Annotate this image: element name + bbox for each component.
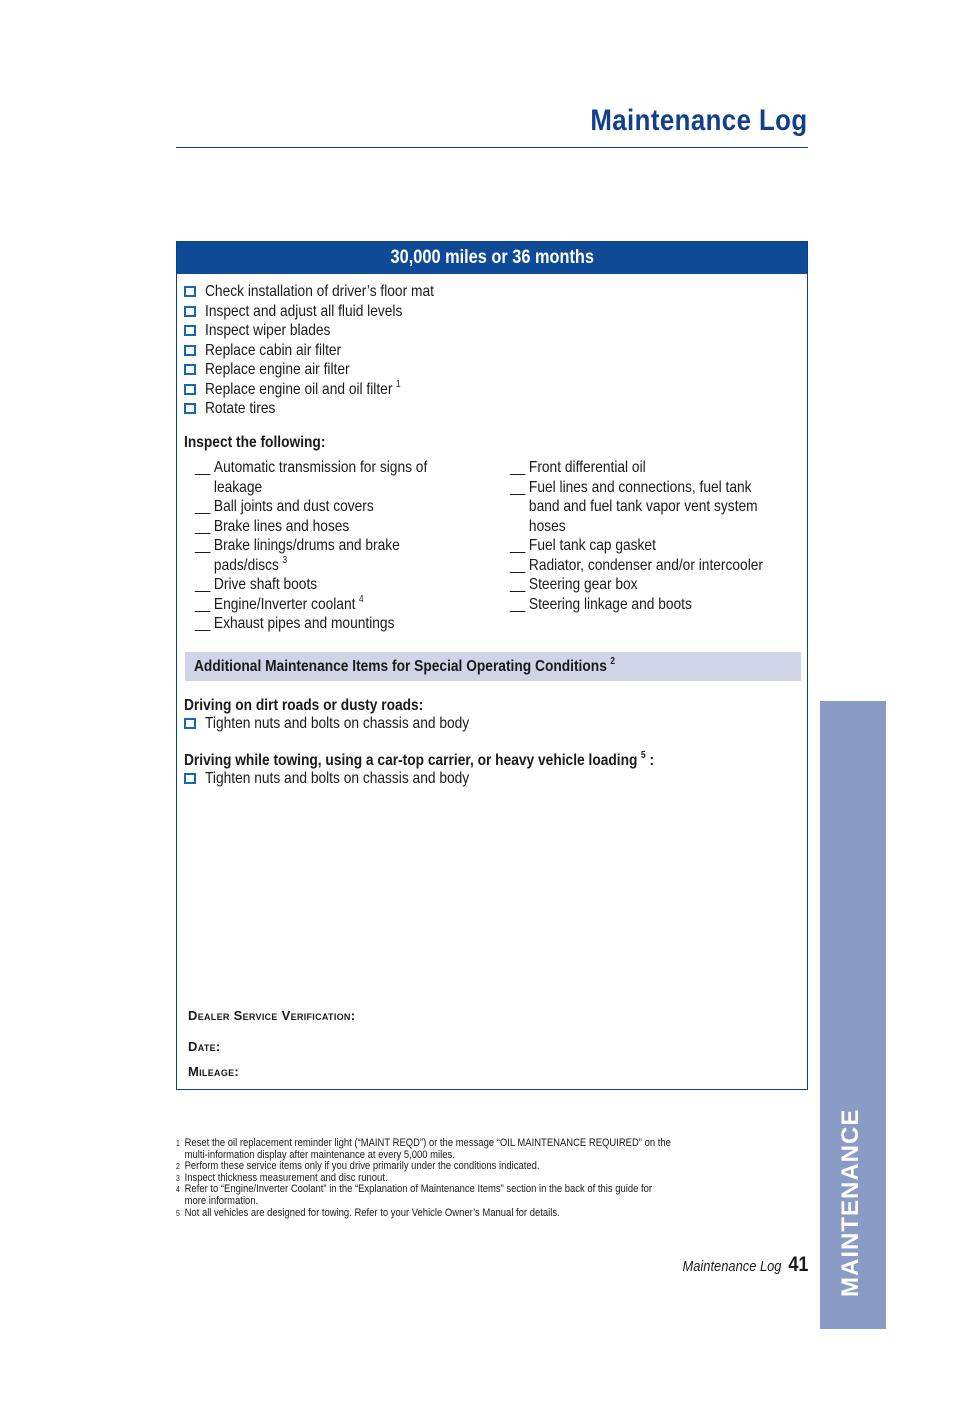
footnote-line: Inspect thickness measurement and disc runout. <box>184 1171 388 1184</box>
inspect-line: leakage <box>213 478 263 496</box>
checkbox-icon[interactable] <box>184 325 196 336</box>
inspect-line: Brake linings/drums and brake <box>213 537 400 554</box>
special-conditions-text: Additional Maintenance Items for Special Operating Conditions <box>194 658 607 675</box>
service-checklist <box>184 282 471 419</box>
blank-line: __ <box>510 478 526 496</box>
checklist-text: Replace engine oil and oil filter <box>205 380 393 398</box>
footnote-number: 1 <box>176 1139 180 1148</box>
inspect-item <box>510 575 763 595</box>
blank-line: __ <box>195 576 211 593</box>
inspect-item <box>195 575 427 595</box>
footnote-line: Refer to “Engine/Inverter Coolant” in the “Explanation of Maintenance Items” section in the back of this guide for <box>184 1183 653 1196</box>
blank-line: __ <box>510 459 526 476</box>
footnote-number: 3 <box>176 1173 180 1183</box>
checklist-item[interactable] <box>184 380 471 400</box>
blank-line: __ <box>510 537 526 554</box>
footnote <box>176 1184 804 1207</box>
inspect-line: Automatic transmission for signs of <box>213 459 428 476</box>
checklist-item[interactable] <box>184 399 471 419</box>
inspect-line: Brake lines and hoses <box>213 517 350 535</box>
inspect-item <box>195 497 427 517</box>
checklist-label: Tighten nuts and bolts on chassis and body <box>205 715 470 732</box>
footnote-number: 4 <box>176 1185 180 1195</box>
inspect-item <box>195 458 427 497</box>
inspect-item-text <box>214 595 364 615</box>
checklist-label: Inspect and adjust all fluid levels <box>205 302 403 320</box>
footnote <box>176 1208 804 1220</box>
checklist-label: Check installation of driver’s floor mat <box>205 283 434 300</box>
inspect-item-text <box>214 458 427 497</box>
interval-title: 30,000 miles or 36 months <box>390 247 594 268</box>
footnote-line: multi-information display after maintenance at every 5,000 miles. <box>184 1148 455 1161</box>
footnote-number: 5 <box>176 1208 180 1218</box>
inspect-line: Engine/Inverter coolant <box>213 595 356 613</box>
footnote-line: more information. <box>184 1194 259 1207</box>
inspect-item <box>195 517 427 537</box>
checklist-item[interactable] <box>184 321 471 341</box>
footnote-line: Reset the oil replacement reminder light (“MAINT REQD”) or the message “OIL MAINTENANCE REQUIRED” on the <box>184 1137 671 1149</box>
footnote-line: Perform these service items only if you drive primarily under the conditions indicated. <box>184 1160 540 1173</box>
side-tab-label: MAINTENANCE <box>837 1108 864 1297</box>
inspect-item <box>510 458 763 478</box>
towing-item[interactable] <box>184 769 512 789</box>
checklist-label: Inspect wiper blades <box>205 322 331 339</box>
section-side-tab <box>820 701 886 1329</box>
dealer-verification-label: Dealer Service Verification: <box>188 1008 356 1023</box>
checklist-label: Tighten nuts and bolts on chassis and body <box>205 770 470 787</box>
checkbox-icon[interactable] <box>184 403 196 414</box>
footnote-ref: 2 <box>610 656 616 667</box>
inspect-item-text <box>529 478 758 537</box>
inspect-item <box>510 595 763 615</box>
checklist-item[interactable] <box>184 341 471 361</box>
inspect-line: Fuel lines and connections, fuel tank <box>528 478 752 496</box>
towing-text: Driving while towing, using a car-top carrier, or heavy vehicle loading <box>184 752 638 769</box>
page-footer <box>682 1253 808 1277</box>
mileage-label: Mileage: <box>188 1064 240 1079</box>
blank-line: __ <box>195 459 211 476</box>
inspect-item <box>510 478 763 537</box>
inspect-line: pads/discs <box>213 556 279 574</box>
checklist-label: Replace cabin air filter <box>205 341 342 359</box>
inspect-line: Steering linkage and boots <box>528 595 692 613</box>
footnote-ref: 4 <box>358 593 364 605</box>
inspect-line: Fuel tank cap gasket <box>528 537 656 554</box>
dirt-roads-item[interactable] <box>184 714 512 734</box>
interval-header <box>177 242 807 274</box>
footnote <box>176 1138 804 1161</box>
footnote-line: Not all vehicles are designed for towing. Refer to your Vehicle Owner’s Manual for details. <box>184 1206 560 1219</box>
inspect-item <box>195 536 427 575</box>
footnote-ref: 1 <box>395 378 401 390</box>
checklist-item[interactable] <box>184 302 471 322</box>
footnote-number: 2 <box>176 1162 180 1172</box>
inspect-item-text <box>214 536 400 575</box>
inspect-item <box>195 595 427 615</box>
inspect-column-right <box>510 458 763 614</box>
checklist-label: Replace engine air filter <box>205 361 350 378</box>
checklist-item[interactable] <box>184 282 471 302</box>
checkbox-icon[interactable] <box>184 773 196 784</box>
maintenance-log-box <box>176 241 808 1090</box>
footnote-ref: 3 <box>282 554 288 566</box>
inspect-column-left <box>195 458 427 634</box>
inspect-line: band and fuel tank vapor vent system <box>528 498 758 515</box>
inspect-line: Radiator, condenser and/or intercooler <box>528 556 763 574</box>
checklist-label: Rotate tires <box>205 400 276 417</box>
checkbox-icon[interactable] <box>184 384 196 395</box>
page-title: Maintenance Log <box>590 104 808 137</box>
title-divider <box>176 147 808 148</box>
inspect-heading: Inspect the following: <box>184 434 326 451</box>
inspect-line: hoses <box>528 517 566 535</box>
blank-line: __ <box>195 537 211 554</box>
inspect-line: Exhaust pipes and mountings <box>213 615 395 632</box>
checklist-item[interactable] <box>184 360 471 380</box>
date-label: Date: <box>188 1039 221 1054</box>
blank-line: __ <box>510 576 526 593</box>
page-number: 41 <box>787 1253 808 1276</box>
blank-line: __ <box>195 498 211 515</box>
checkbox-icon[interactable] <box>184 306 196 317</box>
towing-heading <box>184 751 654 771</box>
footnote-text <box>185 1138 671 1161</box>
special-conditions-band <box>185 652 801 681</box>
checkbox-icon[interactable] <box>184 364 196 375</box>
inspect-line: Steering gear box <box>528 576 638 593</box>
blank-line: __ <box>510 595 526 613</box>
footer-section-label: Maintenance Log <box>682 1258 782 1275</box>
inspect-item <box>510 556 763 576</box>
blank-line: __ <box>510 556 526 574</box>
checklist-label <box>205 380 401 400</box>
blank-line: __ <box>195 615 211 632</box>
footnote-ref: 5 <box>640 750 646 761</box>
special-conditions-title <box>194 657 615 677</box>
inspect-line: Front differential oil <box>528 459 646 476</box>
footnotes <box>176 1138 804 1219</box>
dirt-roads-heading: Driving on dirt roads or dusty roads: <box>184 697 424 714</box>
inspect-item <box>510 536 763 556</box>
blank-line: __ <box>195 595 211 613</box>
checkbox-icon[interactable] <box>184 345 196 356</box>
inspect-line: Drive shaft boots <box>213 576 318 593</box>
blank-line: __ <box>195 517 211 535</box>
inspect-line: Ball joints and dust covers <box>213 498 374 515</box>
towing-colon: : <box>645 752 655 769</box>
checkbox-icon[interactable] <box>184 286 196 297</box>
checkbox-icon[interactable] <box>184 718 196 729</box>
inspect-item <box>195 614 427 634</box>
footnote-text <box>185 1184 652 1207</box>
